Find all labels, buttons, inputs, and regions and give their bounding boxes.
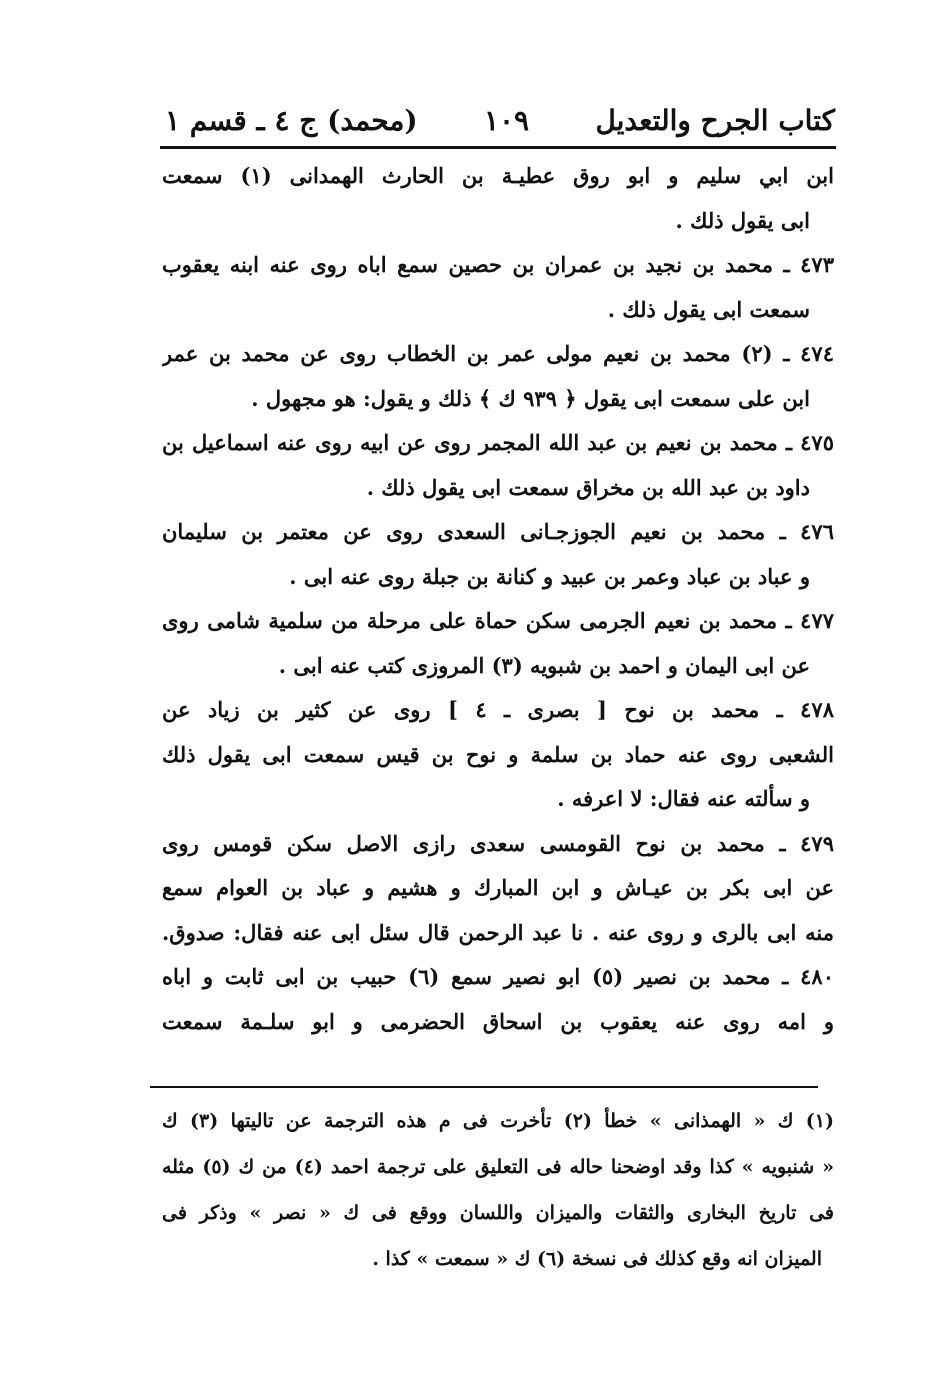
text-line: داود بن عبد الله بن مخراق سمعت ابى يقول ذلك .	[366, 474, 810, 500]
text-line: عن ابى بكر بن عيـاش و ابن المبارك و هشيم و عباد بن العوام سمع	[162, 875, 834, 900]
text-line: و عباد بن عباد وعمر بن عبيد و كنانة بن جبلة روى عنه ابى .	[289, 563, 810, 589]
entry-475-line: ٤٧٥ ـ محمد بن نعيم بن عبد الله المجمر روى عن ابيه روى عنه اسماعيل بن	[162, 430, 834, 455]
entry-480-line: ٤٨٠ ـ محمد بن نصير (٥) ابو نصير سمع (٦) حبيب بن ابى ثابت و اباه	[162, 964, 834, 989]
page-header	[165, 96, 835, 144]
entry-476-line: ٤٧٦ ـ محمد بن نعيم الجوزجـانى السعدى روى عن معتمر بن سليمان	[162, 519, 834, 544]
page-number: ١٠٩	[483, 103, 530, 137]
footnote-line: (١) ك « الهمذانى » خطأ (٢) تأخرت فى م هذه الترجمة عن تاليتها (٣) ك	[162, 1110, 834, 1132]
footnote-line: الميزان انه وقع كذلك فى نسخة (٦) ك « سمعت » كذا .	[372, 1248, 822, 1270]
text-line: ابن على سمعت ابى يقول ﴿ ٩٣٩ ك ﴾ ذلك و يقول: هو مجهول .	[251, 385, 810, 411]
book-title: كتاب الجرح والتعديل	[595, 103, 835, 137]
text-line: ابن ابي سليم و ابو روق عطيـة بن الحارث الهمدانى (١) سمعت	[162, 163, 834, 188]
footnote-line: « شنبويه » كذا وقد اوضحنا حاله فى التعليق على ترجمة احمد (٤) من ك (٥) مثله	[162, 1156, 834, 1178]
text-line: الشعبى روى عنه حماد بن سلمة و نوح بن قيس سمعت ابى يقول ذلك	[162, 741, 834, 767]
text-line: ابى يقول ذلك .	[675, 207, 810, 233]
footnotes	[162, 1098, 834, 1282]
text-line: سمعت ابى يقول ذلك .	[607, 296, 810, 322]
entry-477-line: ٤٧٧ ـ محمد بن نعيم الجرمى سكن حماة على مرحلة من سلمية شامى روى	[162, 608, 834, 633]
text-line: منه ابى بالرى و روى عنه . نا عبد الرحمن قال سئل ابى عنه فقال: صدوق.	[162, 919, 834, 945]
text-line: و امه روى عنه يعقوب بن اسحاق الحضرمى و ابو سلـمة سمعت	[162, 1008, 834, 1034]
body-text	[162, 154, 834, 1044]
entry-473-line: ٤٧٣ ـ محمد بن نجيد بن عمران بن حصين سمع اباه روى عنه ابنه يعقوب	[162, 252, 834, 277]
header-divider	[160, 146, 836, 149]
entry-479-line: ٤٧٩ ـ محمد بن نوح القومسى سعدى رازى الاصل سكن قومس روى	[162, 830, 834, 856]
volume-label: (محمد) ج ٤ ـ قسم ١	[165, 103, 418, 137]
text-line: عن ابى اليمان و احمد بن شبويه (٣) المروزى كتب عنه ابى .	[278, 652, 810, 678]
footnote-line: فى تاريخ البخارى والثقات والميزان واللسان ووقع فى ك « نصر » وذكر فى	[162, 1202, 834, 1224]
text-line: و سألته عنه فقال: لا اعرفه .	[557, 786, 810, 811]
entry-478-line: ٤٧٨ ـ محمد بن نوح [ بصرى ـ ٤ ] روى عن كثير بن زياد عن	[162, 697, 834, 722]
footnote-divider	[150, 1086, 818, 1088]
entry-474-line: ٤٧٤ ـ (٢) محمد بن نعيم مولى عمر بن الخطاب روى عن محمد بن عمر	[162, 341, 834, 366]
